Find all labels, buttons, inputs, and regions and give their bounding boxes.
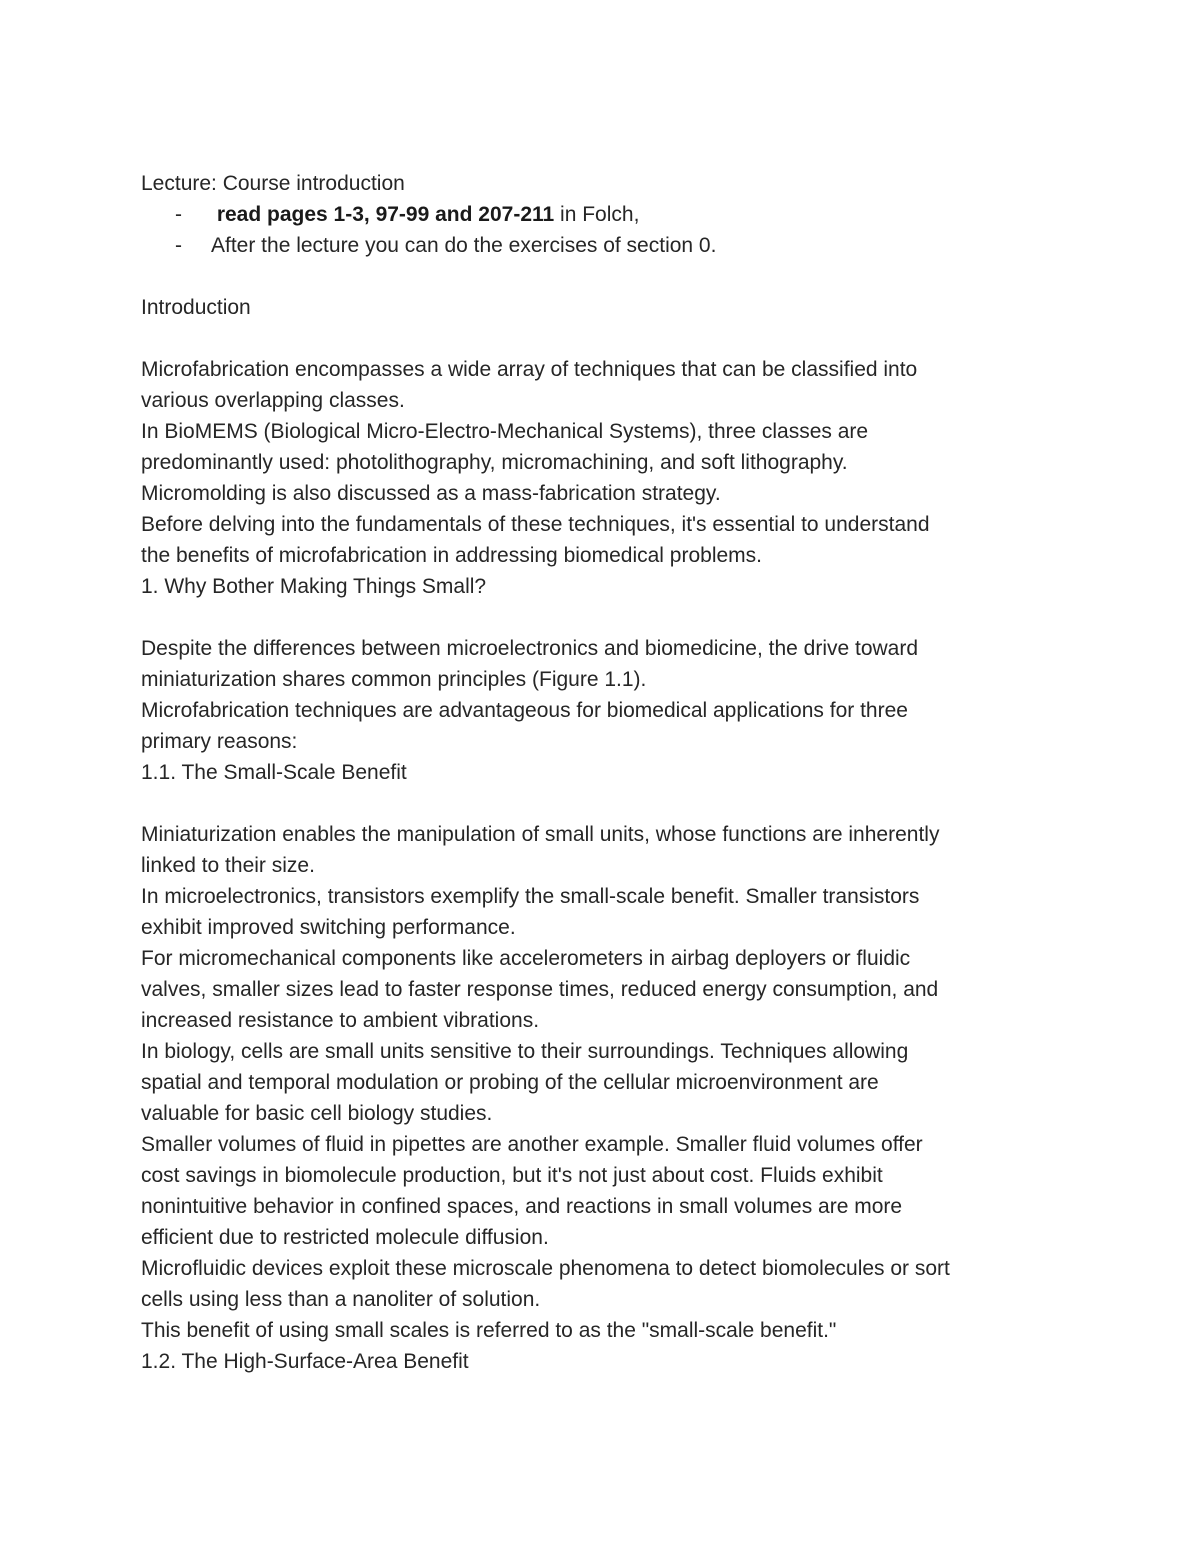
text-line: Microfluidic devices exploit these microscale phenomena to detect biomolecules or sort [141, 1257, 950, 1280]
document-page [141, 168, 1071, 1377]
text-line: nonintuitive behavior in confined spaces, and reactions in small volumes are more [141, 1195, 903, 1218]
text-line: cells using less than a nanoliter of solution. [141, 1288, 541, 1311]
text-line: miniaturization shares common principles (Figure 1.1). [141, 668, 647, 691]
lecture-title: Lecture: Course introduction [141, 172, 405, 195]
reading-source: in Folch, [554, 203, 640, 226]
section-heading-high-surface-area: 1.2. The High-Surface-Area Benefit [141, 1350, 469, 1373]
why-small-paragraph [141, 633, 1071, 788]
text-line: valuable for basic cell biology studies. [141, 1102, 493, 1125]
text-line: Microfabrication techniques are advantageous for biomedical applications for three [141, 699, 908, 722]
text-line: Miniaturization enables the manipulation of small units, whose functions are inherently [141, 823, 940, 846]
text-line: This benefit of using small scales is referred to as the "small-scale benefit." [141, 1319, 837, 1342]
spacer [141, 261, 1071, 292]
text-line: Despite the differences between microelectronics and biomedicine, the drive toward [141, 637, 919, 660]
text-line: For micromechanical components like accelerometers in airbag deployers or fluidic [141, 947, 911, 970]
section-heading-introduction: Introduction [141, 296, 251, 319]
text-line: Before delving into the fundamentals of these techniques, it's essential to understand [141, 513, 930, 536]
spacer [141, 323, 1071, 354]
spacer [141, 602, 1071, 633]
text-line: exhibit improved switching performance. [141, 916, 516, 939]
exercise-text: After the lecture you can do the exercises of section 0. [211, 234, 717, 257]
reading-bullet [141, 199, 1071, 230]
text-line: In microelectronics, transistors exemplify the small-scale benefit. Smaller transistors [141, 885, 920, 908]
text-line: Micromolding is also discussed as a mass-fabrication strategy. [141, 482, 721, 505]
text-line: Microfabrication encompasses a wide array of techniques that can be classified into [141, 358, 918, 381]
bullet-dash: - [175, 234, 182, 257]
text-line: Smaller volumes of fluid in pipettes are another example. Smaller fluid volumes offer [141, 1133, 923, 1156]
text-line: linked to their size. [141, 854, 315, 877]
section-heading-why-small: 1. Why Bother Making Things Small? [141, 575, 487, 598]
text-line: cost savings in biomolecule production, but it's not just about cost. Fluids exhibit [141, 1164, 883, 1187]
small-scale-paragraph [141, 819, 1071, 1377]
exercise-bullet [141, 230, 1071, 261]
reading-pages-bold: read pages 1-3, 97-99 and 207-211 [211, 203, 555, 226]
text-line: spatial and temporal modulation or probing of the cellular microenvironment are [141, 1071, 879, 1094]
text-line: various overlapping classes. [141, 389, 405, 412]
text-line: In biology, cells are small units sensitive to their surroundings. Techniques allowing [141, 1040, 909, 1063]
bullet-dash: - [175, 203, 182, 226]
text-line: In BioMEMS (Biological Micro-Electro-Mechanical Systems), three classes are [141, 420, 869, 443]
introduction-paragraph [141, 354, 1071, 602]
spacer [141, 788, 1071, 819]
text-line: valves, smaller sizes lead to faster response times, reduced energy consumption, and [141, 978, 939, 1001]
text-line: predominantly used: photolithography, micromachining, and soft lithography. [141, 451, 848, 474]
text-line: primary reasons: [141, 730, 298, 753]
text-line: efficient due to restricted molecule diffusion. [141, 1226, 549, 1249]
text-line: the benefits of microfabrication in addressing biomedical problems. [141, 544, 762, 567]
section-heading-small-scale: 1.1. The Small-Scale Benefit [141, 761, 407, 784]
text-line: increased resistance to ambient vibrations. [141, 1009, 540, 1032]
